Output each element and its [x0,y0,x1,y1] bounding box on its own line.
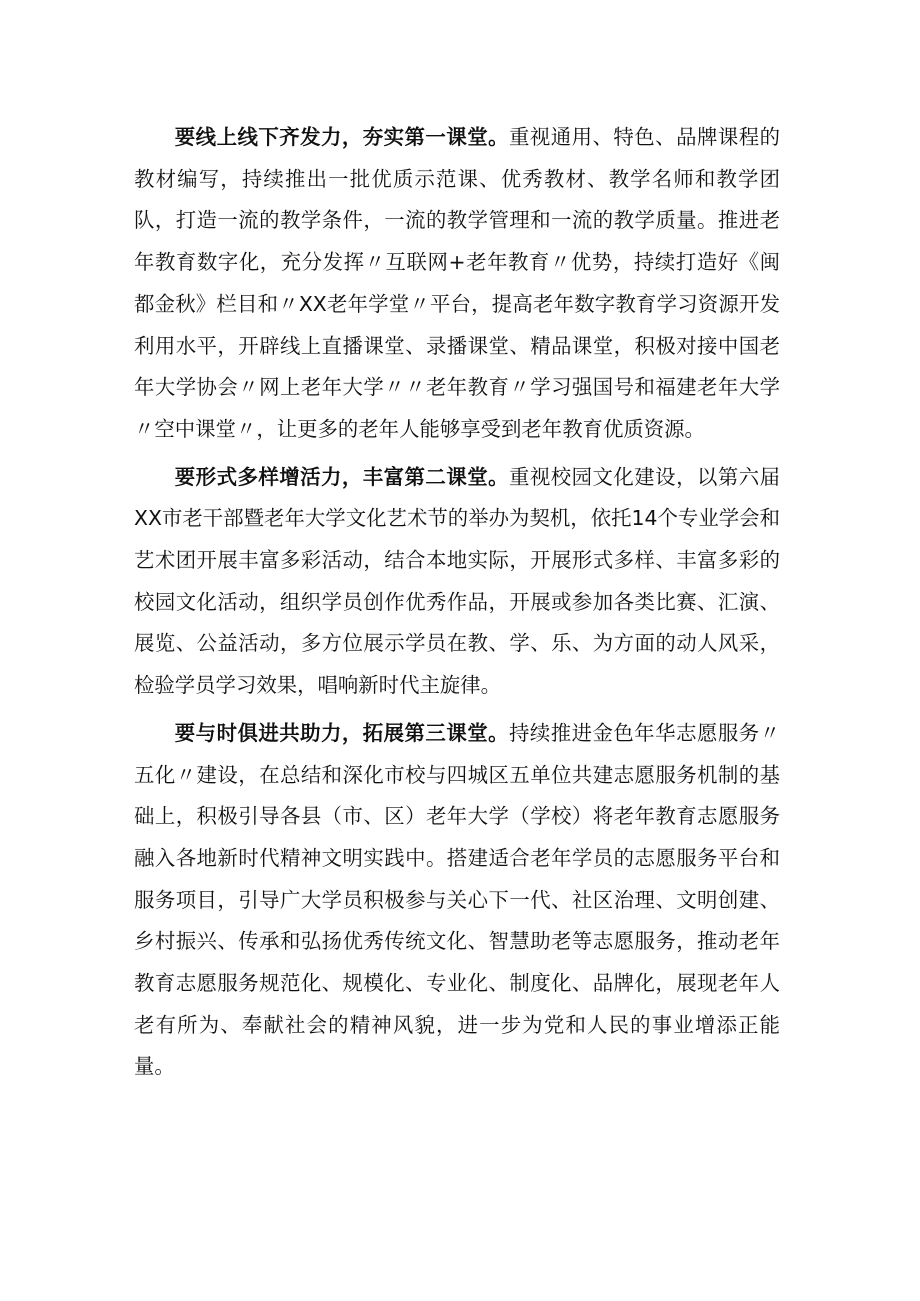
paragraph-lead: 要形式多样增活力，丰富第二课堂。 [174,464,509,489]
paragraph-lead: 要线上线下齐发力，夯实第一课堂。 [174,125,509,149]
paragraph-text: 重视通用、特色、品牌课程的教材编写，持续推出一批优质示范课、优秀教材、教学名师和教学团队，打造一流的教学条件，一流的教学管理和一流的教学质量。推进老年教育数字化，充分发挥〃互联网+老年教育〃优势，持续打造好《闽都金秋》栏目和〃XX老年学堂〃平台，提高老年数字教育学习资源开发利用水平，开辟线上直播课堂、录播课堂、精品课堂，积极对接中国老年大学协会〃网上老年大学〃〃老年教育〃学习强国号和福建老年大学〃空中课堂〃，让更多的老年人能够享受到老年教育优质资源。 [134,125,781,441]
paragraph-third-classroom [134,713,780,1088]
paragraph-text: 重视校园文化建设，以第六届XX市老干部暨老年大学文化艺术节的举办为契机，依托14个专业学会和艺术团开展丰富多彩活动，结合本地实际，开展形式多样、丰富多彩的校园文化活动，组织学员创作优秀作品，开展或参加各类比赛、汇演、展览、公益活动，多方位展示学员在教、学、乐、为方面的动人风采，检验学员学习效果，唱响新时代主旋律。 [134,464,781,698]
paragraph-lead: 要与时俱进共助力，拓展第三课堂。 [174,720,509,745]
paragraph-text: 持续推进金色年华志愿服务〃五化〃建设，在总结和深化市校与四城区五单位共建志愿服务机制的基础上，积极引导各县（市、区）老年大学（学校）将老年教育志愿服务融入各地新时代精神文明实践中。搭建适合老年学员的志愿服务平台和服务项目，引导广大学员积极参与关心下一代、社区治理、文明创建、乡村振兴、传承和弘扬优秀传统文化、智慧助老等志愿服务，推动老年教育志愿服务规范化、规模化、专业化、制度化、品牌化，展现老年人老有所为、奉献社会的精神风貌，进一步为党和人民的事业增添正能量。 [134,720,781,1079]
paragraph-first-classroom [134,117,780,451]
paragraph-second-classroom [134,457,780,707]
document-body [134,117,780,1088]
